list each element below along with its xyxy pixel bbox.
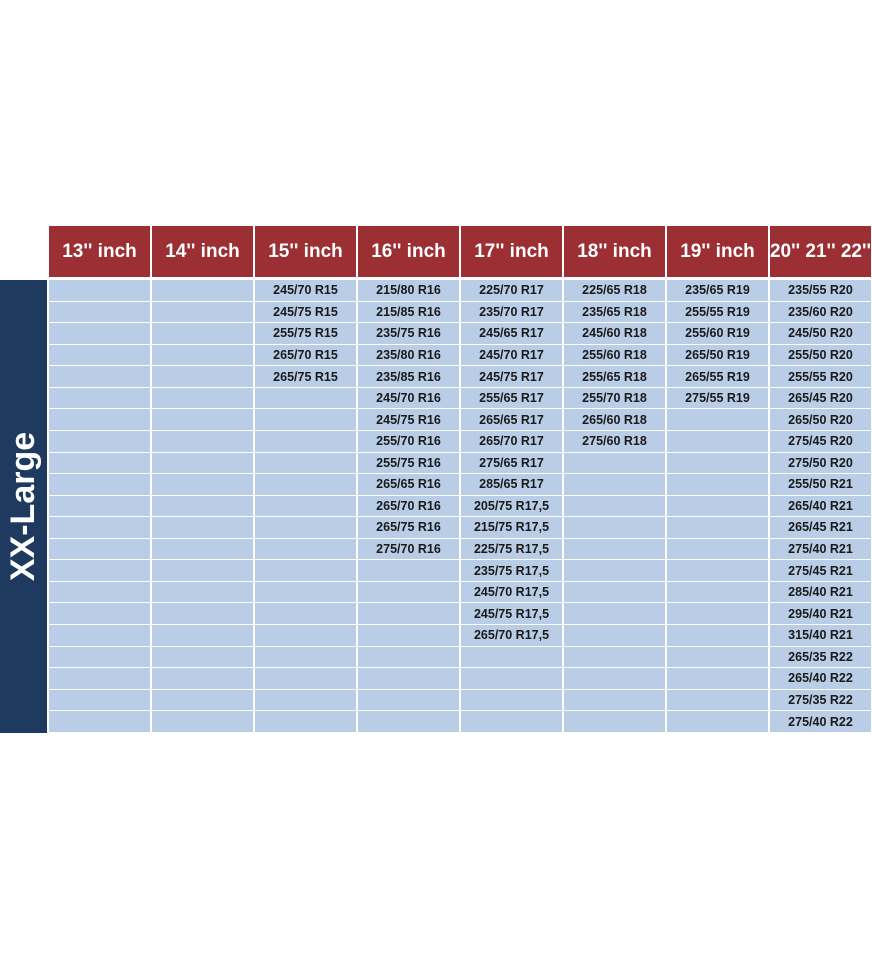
size-column — [770, 280, 871, 733]
size-cell — [49, 603, 150, 625]
size-cell — [255, 388, 356, 410]
size-cell — [667, 496, 768, 518]
size-cell — [255, 431, 356, 453]
size-cell — [152, 582, 253, 604]
size-cell — [667, 431, 768, 453]
size-cell — [564, 453, 665, 475]
size-cell — [358, 625, 459, 647]
size-cell — [358, 603, 459, 625]
size-cell — [255, 409, 356, 431]
size-cell: 225/65 R18 — [564, 280, 665, 302]
column-header: 17'' inch — [461, 226, 564, 277]
size-cell — [49, 431, 150, 453]
size-cell — [358, 582, 459, 604]
size-cell: 245/75 R17 — [461, 366, 562, 388]
size-cell: 245/60 R18 — [564, 323, 665, 345]
size-cell — [667, 647, 768, 669]
size-cell — [49, 690, 150, 712]
size-cell — [49, 302, 150, 324]
column-header: 18'' inch — [564, 226, 667, 277]
size-cell — [667, 539, 768, 561]
size-cell — [49, 474, 150, 496]
size-cell — [667, 517, 768, 539]
size-cell: 245/50 R20 — [770, 323, 871, 345]
size-cell: 255/50 R20 — [770, 345, 871, 367]
size-cell — [667, 409, 768, 431]
size-column — [358, 280, 461, 733]
size-cell: 275/65 R17 — [461, 453, 562, 475]
size-cell: 255/55 R20 — [770, 366, 871, 388]
size-cell: 235/65 R18 — [564, 302, 665, 324]
size-cell — [255, 690, 356, 712]
size-cell — [49, 539, 150, 561]
size-cell — [152, 280, 253, 302]
size-cell: 275/40 R22 — [770, 711, 871, 733]
size-cell — [358, 647, 459, 669]
size-cell: 215/75 R17,5 — [461, 517, 562, 539]
size-cell — [49, 323, 150, 345]
size-column — [667, 280, 770, 733]
size-cell: 265/55 R19 — [667, 366, 768, 388]
size-cell — [49, 409, 150, 431]
size-cell — [49, 625, 150, 647]
size-cell — [152, 539, 253, 561]
size-cell — [255, 496, 356, 518]
size-cell: 265/70 R15 — [255, 345, 356, 367]
size-cell — [152, 453, 253, 475]
column-header: 13'' inch — [49, 226, 152, 277]
size-cell: 265/45 R21 — [770, 517, 871, 539]
size-cell — [152, 711, 253, 733]
size-cell: 245/75 R15 — [255, 302, 356, 324]
size-cell: 215/85 R16 — [358, 302, 459, 324]
size-cell: 235/70 R17 — [461, 302, 562, 324]
size-cell: 245/70 R16 — [358, 388, 459, 410]
size-cell — [564, 668, 665, 690]
size-cell — [461, 647, 562, 669]
size-cell: 295/40 R21 — [770, 603, 871, 625]
size-cell: 285/40 R21 — [770, 582, 871, 604]
size-column — [152, 280, 255, 733]
size-cell: 255/70 R18 — [564, 388, 665, 410]
size-cell — [667, 625, 768, 647]
column-header: 20'' 21'' 22'' — [770, 226, 871, 277]
size-cell: 255/75 R15 — [255, 323, 356, 345]
size-cell — [667, 474, 768, 496]
size-column — [255, 280, 358, 733]
size-cell: 275/40 R21 — [770, 539, 871, 561]
size-column — [49, 280, 152, 733]
size-cell — [152, 560, 253, 582]
size-cell — [152, 474, 253, 496]
size-cell — [49, 711, 150, 733]
size-cell — [255, 474, 356, 496]
size-column — [564, 280, 667, 733]
size-cell — [564, 582, 665, 604]
size-cell: 265/75 R16 — [358, 517, 459, 539]
column-header: 19'' inch — [667, 226, 770, 277]
size-cell: 275/50 R20 — [770, 453, 871, 475]
size-cell — [49, 388, 150, 410]
column-header: 16'' inch — [358, 226, 461, 277]
size-cell — [255, 668, 356, 690]
size-cell — [255, 625, 356, 647]
size-cell — [358, 668, 459, 690]
size-cell — [255, 560, 356, 582]
size-cell: 275/45 R21 — [770, 560, 871, 582]
size-cell: 235/65 R19 — [667, 280, 768, 302]
column-header: 15'' inch — [255, 226, 358, 277]
size-cell — [358, 711, 459, 733]
size-cell: 235/80 R16 — [358, 345, 459, 367]
size-cell — [564, 690, 665, 712]
size-cell: 265/60 R18 — [564, 409, 665, 431]
size-category-label — [0, 280, 47, 733]
size-cell — [564, 539, 665, 561]
size-cell: 225/75 R17,5 — [461, 539, 562, 561]
size-cell: 315/40 R21 — [770, 625, 871, 647]
size-cell: 255/70 R16 — [358, 431, 459, 453]
size-cell: 265/40 R22 — [770, 668, 871, 690]
size-cell: 245/70 R17,5 — [461, 582, 562, 604]
size-cell — [152, 431, 253, 453]
size-cell — [461, 711, 562, 733]
size-cell: 245/70 R17 — [461, 345, 562, 367]
size-cell: 265/50 R19 — [667, 345, 768, 367]
size-cell — [667, 582, 768, 604]
size-cell — [255, 603, 356, 625]
size-cell: 265/65 R17 — [461, 409, 562, 431]
size-cell: 235/75 R17,5 — [461, 560, 562, 582]
size-cell: 275/45 R20 — [770, 431, 871, 453]
size-cell: 255/60 R18 — [564, 345, 665, 367]
size-cell — [461, 690, 562, 712]
size-cell — [152, 366, 253, 388]
size-cell — [49, 647, 150, 669]
size-cell: 235/55 R20 — [770, 280, 871, 302]
size-cell: 235/60 R20 — [770, 302, 871, 324]
size-cell — [564, 560, 665, 582]
size-cell — [49, 345, 150, 367]
size-cell: 275/60 R18 — [564, 431, 665, 453]
size-cell — [564, 711, 665, 733]
size-cell — [49, 453, 150, 475]
size-cell — [152, 517, 253, 539]
size-cell: 245/75 R16 — [358, 409, 459, 431]
header-row — [49, 226, 871, 277]
size-cell — [564, 474, 665, 496]
column-header: 14'' inch — [152, 226, 255, 277]
size-cell: 205/75 R17,5 — [461, 496, 562, 518]
size-cell: 245/65 R17 — [461, 323, 562, 345]
size-cell — [667, 668, 768, 690]
size-cell: 265/75 R15 — [255, 366, 356, 388]
size-cell — [667, 690, 768, 712]
size-cell — [152, 323, 253, 345]
size-category-text: XX-Large — [4, 431, 43, 582]
size-cell — [667, 603, 768, 625]
size-cell: 265/35 R22 — [770, 647, 871, 669]
size-cell — [49, 560, 150, 582]
size-cell: 285/65 R17 — [461, 474, 562, 496]
size-cell — [152, 625, 253, 647]
size-cell — [564, 625, 665, 647]
size-cell: 265/50 R20 — [770, 409, 871, 431]
size-cell: 275/35 R22 — [770, 690, 871, 712]
size-column — [461, 280, 564, 733]
size-cell: 265/70 R17,5 — [461, 625, 562, 647]
size-cell — [667, 453, 768, 475]
size-cell — [49, 668, 150, 690]
size-cell — [152, 690, 253, 712]
size-cell — [255, 539, 356, 561]
size-cell — [358, 690, 459, 712]
size-cell — [358, 560, 459, 582]
size-cell: 265/65 R16 — [358, 474, 459, 496]
size-cell: 255/50 R21 — [770, 474, 871, 496]
size-cell — [152, 496, 253, 518]
size-cell: 255/65 R17 — [461, 388, 562, 410]
size-cell — [152, 409, 253, 431]
size-cell: 275/70 R16 — [358, 539, 459, 561]
size-cell — [255, 647, 356, 669]
size-cell — [152, 668, 253, 690]
size-cell — [564, 647, 665, 669]
size-cell — [49, 582, 150, 604]
size-cell — [667, 560, 768, 582]
size-cell — [255, 582, 356, 604]
size-cell: 275/55 R19 — [667, 388, 768, 410]
size-cell — [564, 603, 665, 625]
size-cell — [152, 603, 253, 625]
size-cell — [667, 711, 768, 733]
size-cell — [49, 496, 150, 518]
size-cell — [255, 453, 356, 475]
size-cell: 235/75 R16 — [358, 323, 459, 345]
size-cell — [49, 517, 150, 539]
size-cell: 225/70 R17 — [461, 280, 562, 302]
tire-size-grid — [49, 280, 871, 733]
size-cell — [461, 668, 562, 690]
size-cell: 235/85 R16 — [358, 366, 459, 388]
size-cell — [152, 345, 253, 367]
size-cell: 245/75 R17,5 — [461, 603, 562, 625]
size-cell — [564, 496, 665, 518]
size-cell: 245/70 R15 — [255, 280, 356, 302]
size-cell — [255, 517, 356, 539]
size-cell: 265/40 R21 — [770, 496, 871, 518]
size-cell: 255/65 R18 — [564, 366, 665, 388]
tire-size-table — [0, 226, 872, 733]
size-cell: 255/75 R16 — [358, 453, 459, 475]
size-cell — [152, 302, 253, 324]
size-cell: 265/70 R16 — [358, 496, 459, 518]
size-cell: 265/45 R20 — [770, 388, 871, 410]
size-cell: 255/60 R19 — [667, 323, 768, 345]
size-cell — [255, 711, 356, 733]
size-cell: 255/55 R19 — [667, 302, 768, 324]
size-cell — [49, 366, 150, 388]
size-cell — [49, 280, 150, 302]
size-cell: 265/70 R17 — [461, 431, 562, 453]
size-cell — [152, 388, 253, 410]
size-cell: 215/80 R16 — [358, 280, 459, 302]
size-cell — [152, 647, 253, 669]
size-cell — [564, 517, 665, 539]
